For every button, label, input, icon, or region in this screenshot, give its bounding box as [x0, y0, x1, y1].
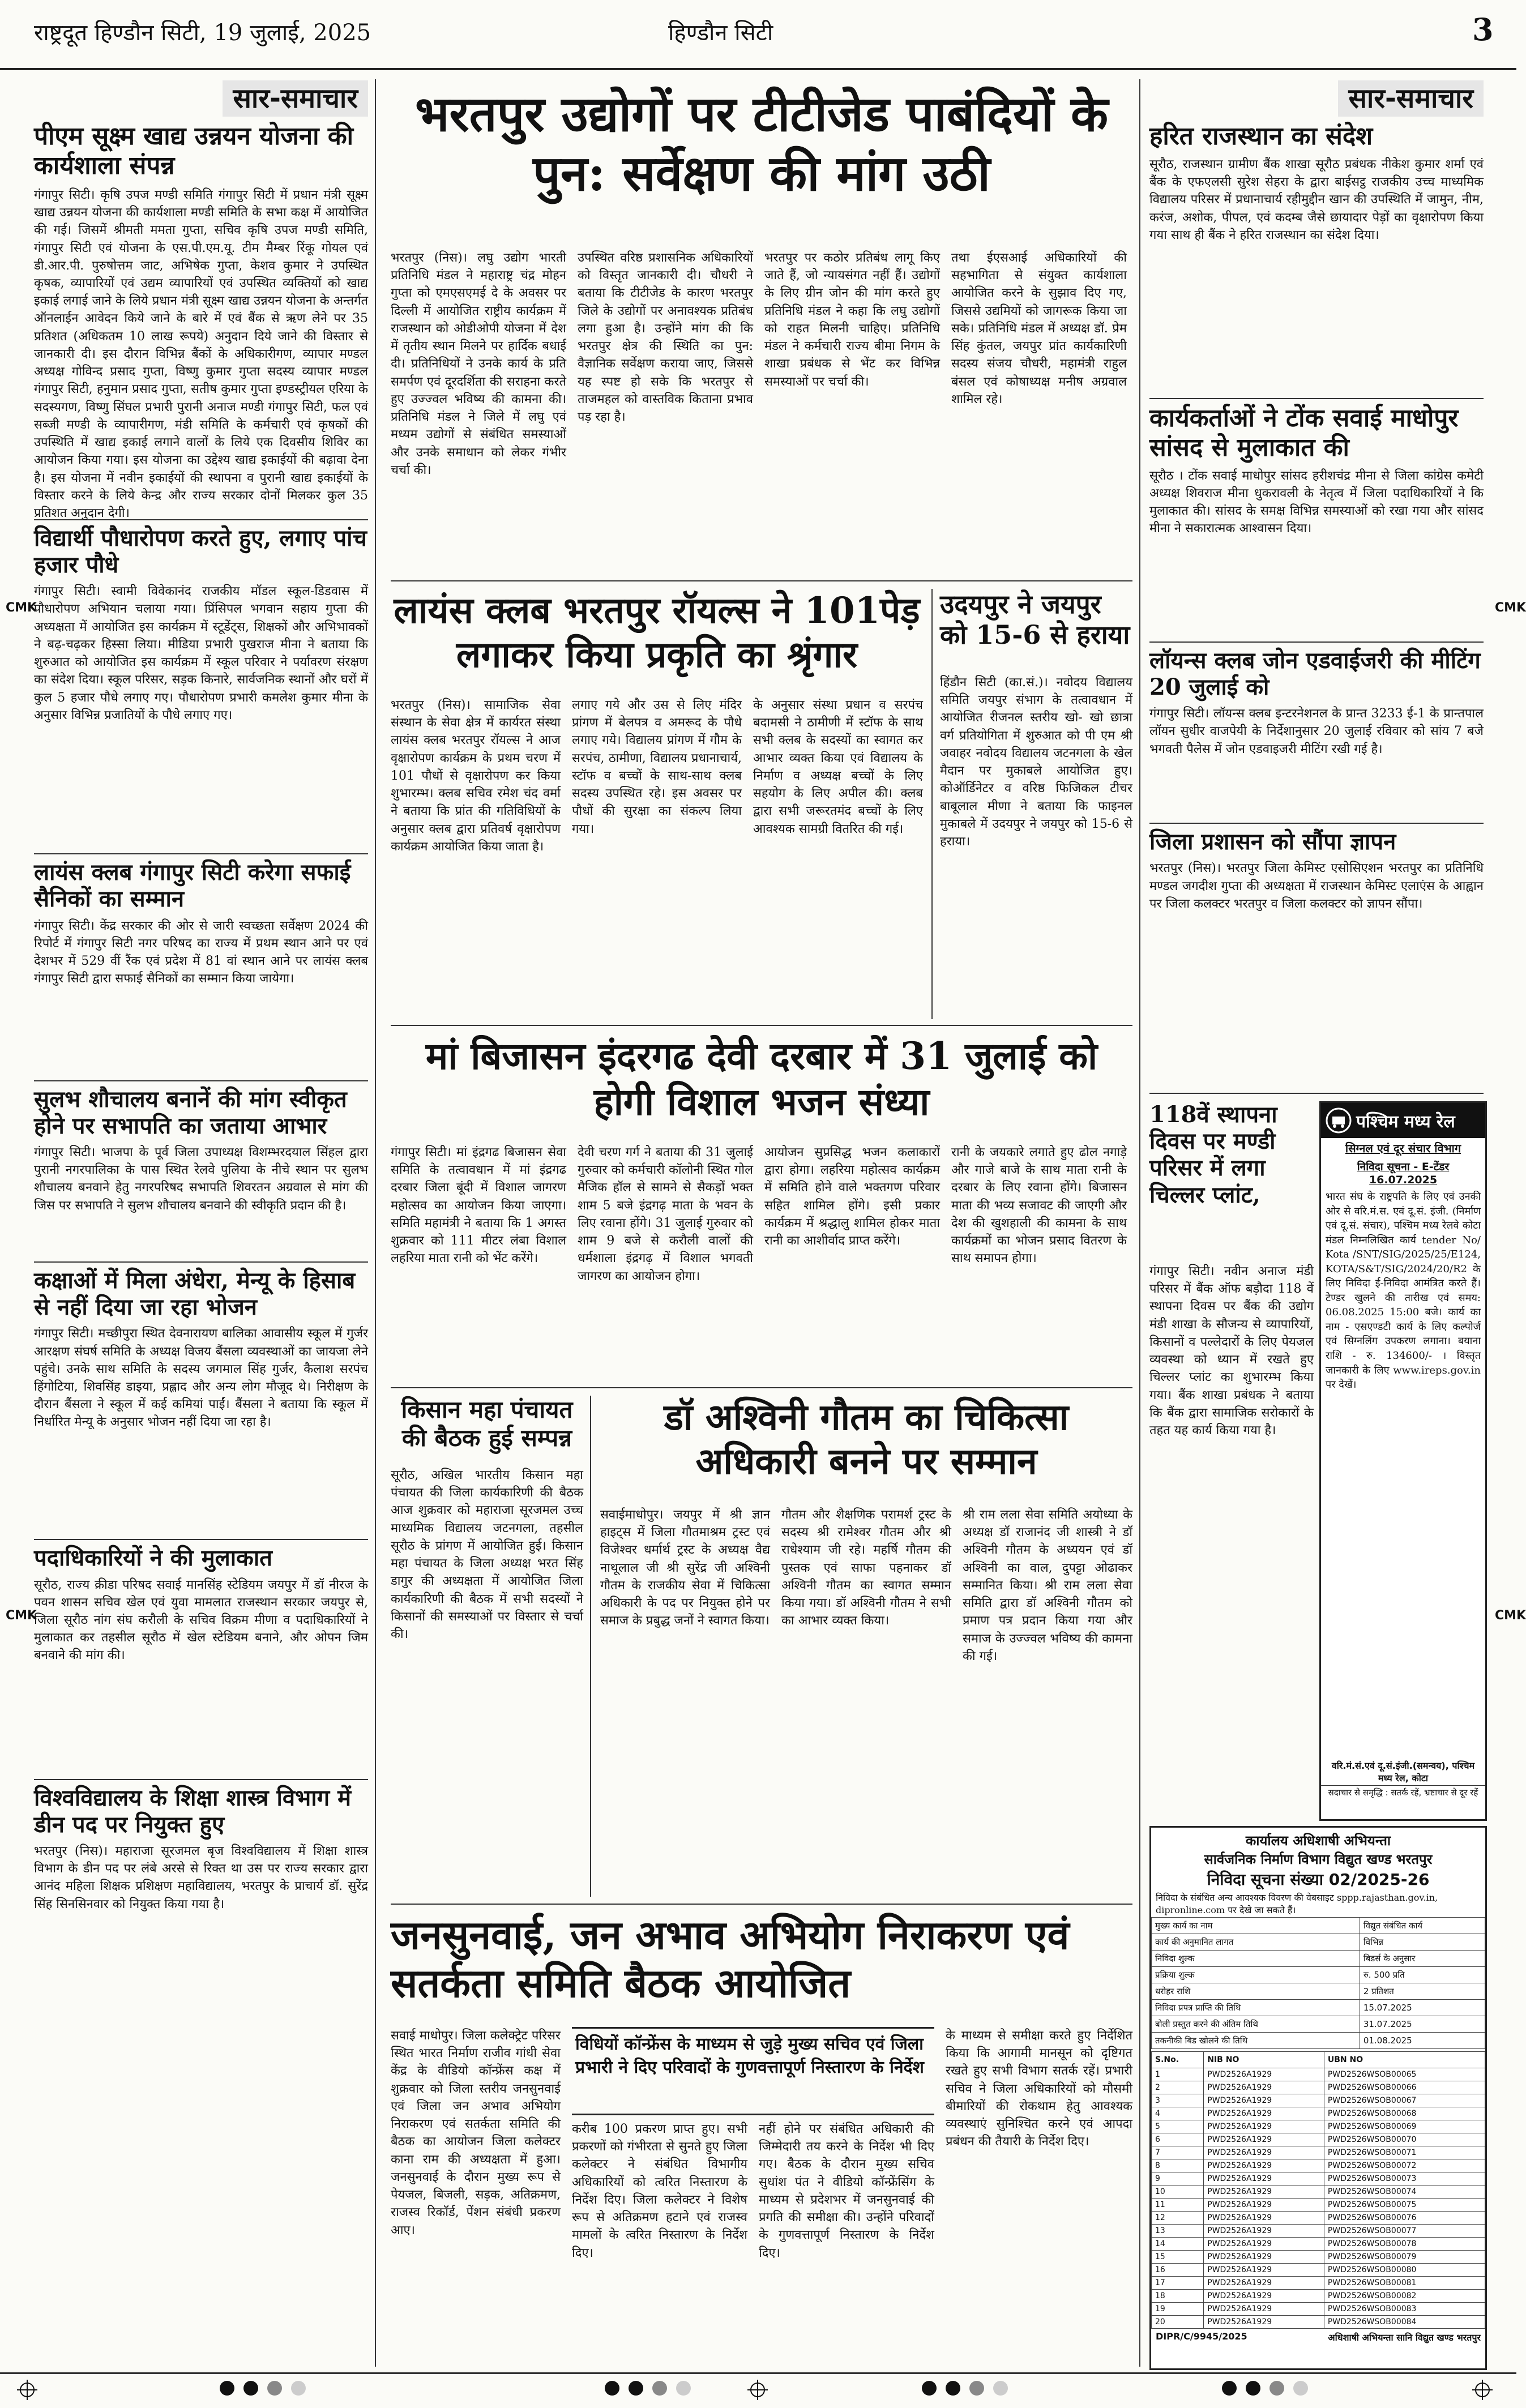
table-cell: PWD2526WSOB00071 [1324, 2146, 1485, 2159]
color-dot [243, 2381, 258, 2396]
table-row [1152, 2033, 1485, 2049]
table-cell: PWD2526A1929 [1204, 2133, 1324, 2146]
table-cell: 31.07.2025 [1360, 2016, 1485, 2033]
table-cell: 5 [1152, 2120, 1204, 2133]
ad-intro: निविदा के संबंधित अन्य आवश्यक विवरण की वेबसाइट sppp.rajasthan.gov.in, dipronline.com पर देखे जा सकते हैं। [1156, 1892, 1438, 1915]
color-dot [291, 2381, 306, 2396]
table-row [1152, 1951, 1485, 1967]
headline: मां बिजासन इंदरगढ देवी दरबार में 31 जुलाई को होगी विशाल भजन संध्या [425, 1034, 1098, 1124]
table-row [1152, 2212, 1485, 2225]
tender-details-table [1151, 1917, 1485, 2049]
table-cell: बिडर्स के अनुसार [1360, 1951, 1485, 1967]
article-body: तथा ईएसआई अधिकारियों की सहभागिता से संयुक्त कार्यशाला आयोजित करने के सुझाव दिए गए, जिससे उद्यमियों को जागरूक किया जा सके। प्रतिनिधि मंडल में अध्यक्ष डॉ. प्रेम सिंह कुंतल, जयपुर प्रांत कार्यकारिणी सदस्य संजय चौधरी, महामंत्री राहुल बंसल एवं कोषाध्यक्ष मनीष अग्रवाल शामिल रहे। [951, 251, 1127, 407]
article-body: सवाईमाधोपुर। जयपुर में श्री ज्ञान हाइट्स में जिला गौतमाश्रम ट्रस्ट एवं विजेश्वर धर्मार्थ ट्रस्ट के अध्यक्ष वैद्य नाथूलाल जी श्री सुरेंद्र जी अश्विनी गौतम के राजकीय सेवा में चिकित्सा अधिकारी के पद पर नियुक्त होने पर समाज के प्रबुद्ध जनों ने स्वागत किया। [600, 1508, 770, 1628]
table-cell: निविदा शुल्क [1152, 1951, 1360, 1967]
color-bar [600, 2381, 695, 2398]
color-dot [629, 2381, 643, 2396]
table-cell: 6 [1152, 2133, 1204, 2146]
headline: पीएम सूक्ष्म खाद्य उन्नयन योजना की कार्यशाला संपन्न [34, 122, 354, 180]
article-body: करीब 100 प्रकरण प्राप्त हुए। सभी प्रकरणों को गंभीरता से सुनते हुए जिला कलेक्टर ने संबंधित विभागीय अधिकारियों को त्वरित निस्तारण के निर्देश दिए। जिला कलेक्टर ने विशेष रूप से अतिक्रमण हटाने एवं राजस्व मामलों के त्वरित निस्तारण के निर्देश दिए। [572, 2122, 747, 2260]
table-row [1152, 2159, 1485, 2172]
ad-header [1321, 1103, 1485, 1138]
article-body: गौतम और शैक्षणिक परामर्श ट्रस्ट के सदस्य श्री रामेश्वर गौतम और श्री राधेश्याम जी रहे। महर्षि गौतम की पुस्तक एवं साफा पहनाकर डॉ अश्विनी गौतम का स्वागत सम्मान किया गया। डॉ अश्विनी गौतम ने सभी का आभार व्यक्त किया। [781, 1508, 951, 1628]
table-row [1152, 1967, 1485, 1983]
color-dot [605, 2381, 619, 2396]
table-cell: 20 [1152, 2316, 1204, 2329]
table-row [1152, 2251, 1485, 2264]
table-cell: PWD2526A1929 [1204, 2316, 1324, 2329]
table-cell: 14 [1152, 2238, 1204, 2251]
table-row [1152, 2107, 1485, 2120]
registration-mark [747, 2380, 768, 2402]
table-cell: 4 [1152, 2107, 1204, 2120]
table-cell: PWD2526A1929 [1204, 2068, 1324, 2081]
headline: उदयपुर ने जयपुर को 15-6 से हराया [940, 589, 1130, 651]
headline: लॉयन्स क्लब जोन एडवाईजरी की मीटिंग 20 जुलाई को [1149, 647, 1481, 700]
column-header: UBN NO [1324, 2052, 1485, 2068]
color-bar [917, 2381, 1012, 2398]
column-divider [1139, 79, 1140, 2367]
ad-slogan: सदाचार से समृद्धि : सतर्क रहें, भ्रष्टाचार से दूर रहें [1321, 1785, 1485, 1799]
section-tag: सार-समाचार [223, 80, 368, 117]
table-cell: 17 [1152, 2277, 1204, 2290]
table-row [1152, 2068, 1485, 2081]
headline: कार्यकर्ताओं ने टोंक सवाई माधोपुर सांसद से मुलाकात की [1149, 403, 1459, 462]
table-cell: PWD2526WSOB00065 [1324, 2068, 1485, 2081]
table-cell: PWD2526A1929 [1204, 2264, 1324, 2277]
headline: पदाधिकारियों ने की मुलाकात [34, 1545, 272, 1572]
article-body: गंगापुर सिटी। केंद्र सरकार की ओर से जारी स्वच्छता सर्वेक्षण 2024 की रिपोर्ट में गंगापुर सिटी नगर परिषद का राज्य में प्रथम स्थान आने पर एवं देशभर में 529 वीं रैंक एवं प्रदेश में 81 वां स्थान आने पर लायंस क्लब गंगापुर सिटी द्वारा सफाई सैनिकों का सम्मान किया जायेगा। [34, 918, 368, 986]
registration-mark [17, 2380, 37, 2402]
table-cell: 2 [1152, 2081, 1204, 2094]
ad-subtitle: निविदा सूचना - E-टेंडर 16.07.2025 [1357, 1161, 1450, 1186]
table-cell: 10 [1152, 2185, 1204, 2199]
railway-tender-ad [1319, 1101, 1487, 1821]
table-cell: PWD2526WSOB00080 [1324, 2264, 1485, 2277]
divider [391, 1025, 1132, 1026]
headline: 118वें स्थापना दिवस पर मण्डी परिसर में लगा चिल्लर प्लांट, [1149, 1101, 1277, 1208]
table-cell: रु. 500 प्रति [1360, 1967, 1485, 1983]
divider [391, 1387, 1132, 1388]
left-column [34, 79, 368, 2367]
article-body: गंगापुर सिटी। लॉयन्स क्लब इन्टरनेशनल के प्रान्त 3233 ई-1 के प्रान्तपाल लॉयन सुधीर वाजपेयी के निर्देशानुसार 20 जुलाई रविवार को सांय 7 बजे भगवती पैलेस में जोन एडवाइजरी मीटिंग रखी गई है। [1149, 707, 1484, 756]
article-body: गंगापुर सिटी। भाजपा के पूर्व जिला उपाध्यक्ष विशम्भरदयाल सिंहल द्वारा पुरानी नगरपालिका के पास स्थित रेलवे पुलिया के नीचे स्थान पर सुलभ शौचालय बनवाने हेतु नगरपरिषद सभापति शिवरतन अग्रवाल से मांग की जिस पर सभापति ने सुलभ शौचालय बनवाने की स्वीकृति प्रदान की है। [34, 1145, 368, 1213]
article-body: नहीं होने पर संबंधित अधिकारी की जिम्मेदारी तय करने के निर्देश भी दिए गए। बैठक के दौरान मुख्य सचिव सुधांश पंत ने वीडियो कॉन्फ्रेंसिंग के माध्यम से प्रदेशभर में जनसुनवाई की प्रगति की समीक्षा की। उन्होंने परिवादों के गुणवत्तापूर्ण निस्तारण के निर्देश दिए। [759, 2122, 934, 2260]
table-cell: PWD2526A1929 [1204, 2172, 1324, 2185]
headline: जनसुनवाई, जन अभाव अभियोग निराकरण एवं सतर्कता समिति बैठक आयोजित [391, 1911, 1070, 2007]
ad-title: पश्चिम मध्य रेल [1356, 1111, 1455, 1132]
table-cell: 16 [1152, 2264, 1204, 2277]
table-cell: बोली प्रस्तुत करने की अंतिम तिथि [1152, 2016, 1360, 2033]
crosshair-icon [1472, 2380, 1493, 2400]
ad-title: कार्यालय अधिशाषी अभियन्ता [1245, 1833, 1391, 1849]
table-cell: PWD2526WSOB00073 [1324, 2172, 1485, 2185]
article-body: भरतपुर (निस)। लघु उद्योग भारती प्रतिनिधि मंडल ने महाराष्ट्र चंद्र मोहन गुप्ता को एमएसएमई दे के अवसर पर दिल्ली में आयोजित राष्ट्रीय कार्यक्रम में राजस्थान को ओडीओपी योजना में देश में तृतीय स्थान मिलने पर हार्दिक बधाई दी। प्रतिनिधियों ने उनके कार्य के प्रति समर्पण एवं दूरदर्शिता की सराहना करते हुए उज्ज्वल भविष्य की कामना की। प्रतिनिधि मंडल ने जिले में लघु एवं मध्यम उद्योगों से संबंधित समस्याओं और उनके समाधान को लेकर गंभीर चर्चा की। [391, 251, 566, 477]
ad-signoff: वरि.मं.सं.एवं दू.सं.इंजी.(समन्वय), पश्चिम मध्य रेल, कोटा [1331, 1760, 1475, 1783]
color-dot [267, 2381, 282, 2396]
article-body: गंगापुर सिटी। मच्छीपुरा स्थित देवनारायण बालिका आवासीय स्कूल में गुर्जर आरक्षण संघर्ष समिति के अध्यक्ष विजय बैंसला व्यवस्थाओं का जायजा लेने पहुंचे। उनके साथ समिति के सदस्य जगमाल सिंह गुर्जर, कैलाश सरपंच हिंगोटिया, शिवसिंह डाइया, प्रह्लाद और अन्य लोग मौजूद थे। निरीक्षण के दौरान बैंसला ने स्कूल में कई कमियां पाईं। बैंसला ने बताया कि स्कूल में निर्धारित मेन्यू के अनुसार भोजन नहीं दिया जा रहा है। [34, 1327, 368, 1430]
table-cell: कार्य की अनुमानित लागत [1152, 1934, 1360, 1951]
table-cell: PWD2526A1929 [1204, 2146, 1324, 2159]
table-cell: 9 [1152, 2172, 1204, 2185]
headline: सुलभ शौचालय बनानें की मांग स्वीकृत होने पर सभापति का जताया आभार [34, 1085, 347, 1139]
column-divider [931, 589, 933, 1019]
cmk-mark-left: CMK [6, 601, 37, 615]
dipr-number: DIPR/C/9945/2025 [1156, 2331, 1247, 2342]
table-cell: PWD2526WSOB00076 [1324, 2212, 1485, 2225]
table-cell: निविदा प्रपत्र प्राप्ति की तिथि [1152, 2000, 1360, 2016]
table-row [1152, 2316, 1485, 2329]
divider [34, 1080, 368, 1081]
color-dot [676, 2381, 691, 2396]
table-row [1152, 2172, 1485, 2185]
color-dot [652, 2381, 667, 2396]
article-body: भरतपुर (निस)। सामाजिक सेवा संस्थान के सेवा क्षेत्र में कार्यरत संस्था लायंस क्लब भरतपुर रॉयल्स ने आज वृक्षारोपण कार्यक्रम के प्रथम चरण में 101 पौधों से वृक्षारोपण कर किया शुभारम्भ। क्लब सचिव रमेश चंद वर्मा ने बताया कि प्रांत की गतिविधियों के अनुसार क्लब द्वारा प्रतिवर्ष वृक्षारोपण कार्यक्रम आयोजित किया जाता है। [391, 698, 561, 854]
table-cell: PWD2526WSOB00084 [1324, 2316, 1485, 2329]
table-cell: तकनीकी बिड खोलने की तिथि [1152, 2033, 1360, 2049]
page-number: 3 [1472, 11, 1494, 48]
table-cell: विभिन्न [1360, 1934, 1485, 1951]
headline: किसान महा पंचायत की बैठक हुई सम्पन्न [401, 1396, 573, 1452]
divider [1149, 1093, 1484, 1094]
edition-title: हिण्डौन सिटी [668, 20, 773, 46]
article-body: के अनुसार संस्था प्रधान व सरपंच बदामसी ने ठामीणी में स्टॉफ के साथ सभी क्लब के सदस्यों का स्वागत कर आभार व्यक्त किया एवं विद्यालय के निर्माण व अध्यक्ष बच्चों के लिए सहयोग के लिए अपील की। क्लब द्वारा सभी जरूरतमंद बच्चों के लिए आवश्यक सामग्री वितरित की गई। [753, 698, 923, 836]
table-cell: PWD2526WSOB00079 [1324, 2251, 1485, 2264]
table-cell: 15 [1152, 2251, 1204, 2264]
table-row [1152, 2000, 1485, 2016]
article-body: उपस्थित वरिष्ठ प्रशासनिक अधिकारियों को विस्तृत जानकारी दी। चौधरी ने बताया कि टीटीजेड के कारण भरतपुर जिले के उद्योगों पर अनावश्यक प्रतिबंध लगा हुआ है। उन्होंने मांग की कि भरतपुर क्षेत्र की स्थिति का पुन: वैज्ञानिक सर्वेक्षण कराया जाए, जिससे यह स्पष्ट हो सके कि भरतपुर से ताजमहल को वास्तविक किताना प्रभाव पड़ रहा है। [578, 251, 753, 425]
table-cell: PWD2526A1929 [1204, 2159, 1324, 2172]
table-cell: PWD2526WSOB00081 [1324, 2277, 1485, 2290]
divider [391, 1904, 1132, 1905]
table-cell: धरोहर राशि [1152, 1983, 1360, 2000]
table-cell: PWD2526A1929 [1204, 2199, 1324, 2212]
divider [34, 1539, 368, 1540]
table-cell: 2 प्रतिशत [1360, 1983, 1485, 2000]
article-body: भरतपुर पर कठोर प्रतिबंध लागू किए जाते हैं, जो न्यायसंगत नहीं हैं। उद्योगों के लिए ग्रीन जोन की मांग करते हुए प्रतिनिधि मंडल ने कहा कि लघु उद्योगों को राहत मिलनी चाहिए। प्रतिनिधि मंडल ने कर्मचारी राज्य बीमा निगम के शाखा प्रबंधक से भेंट कर विभिन्न समस्याओं पर चर्चा की। [764, 251, 940, 389]
table-cell: 19 [1152, 2303, 1204, 2316]
color-bar [1217, 2381, 1313, 2398]
pwd-tender-ad [1149, 1826, 1487, 2370]
color-dot [969, 2381, 984, 2396]
table-cell: 8 [1152, 2159, 1204, 2172]
table-cell: PWD2526A1929 [1204, 2290, 1324, 2303]
table-cell: PWD2526WSOB00077 [1324, 2225, 1485, 2238]
table-cell: PWD2526A1929 [1204, 2277, 1324, 2290]
article-body: गंगापुर सिटी। स्वामी विवेकानंद राजकीय मॉडल स्कूल-डिडवास में पौधारोपण अभियान चलाया गया। प्रिंसिपल भगवान सहाय गुप्ता की अध्यक्षता में आयोजित इस कार्यक्रम में स्टूडेंट्स, शिक्षकों और अभिभावकों ने बढ़-चढ़कर हिस्सा लिया। मीडिया प्रभारी पुखराज मीना ने बताया कि शुरुआत को आयोजित इस कार्यक्रम में स्कूल परिवार ने पर्यावरण संरक्षण का संदेश दिया। स्कूल परिसर, सड़क किनारे, सार्वजनिक स्थानों और घरों में कुल 5 हजार पौधे लगाए गए। पौधारोपण प्रभारी कमलेश कुमार मीना के अनुसार विभिन्न प्रजातियों के पौधे लगाए गए। [34, 584, 368, 722]
article-body: भरतपुर (निस)। भरतपुर जिला केमिस्ट एसोसिएशन भरतपुर का प्रतिनिधि मण्डल जगदीश गुप्ता की अध्यक्षता में राजस्थान केमिस्ट एलाएंस के आह्वान पर जिला कलक्टर भरतपुर व जिला कलक्टर को ज्ञापन सौंपा। [1149, 861, 1484, 911]
color-dot [1269, 2381, 1284, 2396]
table-row [1152, 2225, 1485, 2238]
table-row [1152, 2120, 1485, 2133]
color-dot [946, 2381, 960, 2396]
cmk-mark-right-2: CMK [1495, 1609, 1526, 1623]
cmk-mark-left-2: CMK [6, 1609, 37, 1623]
table-cell: PWD2526A1929 [1204, 2120, 1324, 2133]
table-cell: PWD2526A1929 [1204, 2303, 1324, 2316]
lead-headline: भरतपुर उद्योगों पर टीटीजेड पाबंदियों के पुन: सर्वेक्षण की मांग उठी [414, 85, 1109, 202]
table-cell: 13 [1152, 2225, 1204, 2238]
headline: जिला प्रशासन को सौंपा ज्ञापन [1149, 828, 1396, 856]
article-body: लगाए गये और उस से लिए मंदिर प्रांगण में बेलपत्र व अमरूद के पौधे लगाए गये। विद्यालय प्रांगण में गौम के सरपंच, ठामीणा, विद्यालय प्रधानाचार्य, स्टॉफ व बच्चों के साथ-साथ क्लब सदस्य उपस्थित रहे। इस अवसर पर पौधों की सुरक्षा का संकल्प लिया गया। [572, 698, 742, 836]
column-divider [590, 1396, 591, 1897]
table-cell: PWD2526A1929 [1204, 2185, 1324, 2199]
registration-mark [1472, 2380, 1493, 2402]
article-body: सूरौठ, राज्य क्रीडा परिषद सवाई मानसिंह स्टेडियम जयपुर में डॉ नीरज के पवन शासन सचिव खेल एवं युवा मामलात राजस्थान सरकार जयपुर से, जिला सूरौठ नांग संघ करौली के सचिव विक्रम मीणा व पदाधिकारियों ने मुलाकात कर तहसील सूरौठ में खेल स्टेडियम बनाने, और ओपन जिम बनवाने की मांग की। [34, 1577, 368, 1663]
table-cell: PWD2526A1929 [1204, 2107, 1324, 2120]
headline: लायंस क्लब गंगापुर सिटी करेगा सफाई सैनिकों का सम्मान [34, 859, 351, 913]
table-cell: PWD2526WSOB00070 [1324, 2133, 1485, 2146]
table-row [1152, 2185, 1485, 2199]
article-body: गंगापुर सिटी। नवीन अनाज मंडी परिसर में बैंक ऑफ बड़ौदा 118 वें स्थापना दिवस पर बैंक की उद्योग मंडी शाखा के सौजन्य से व्यापारियों, किसानों व पल्लेदारों के लिए पेयजल व्यवस्था को ध्यान में रखते हुए चिल्लर प्लांट का शुभारम्भ किया गया। बैंक शाखा प्रबंधक ने बताया कि बैंक द्वारा सामाजिक सरोकारों के तहत यह कार्य किया गया है। [1149, 1264, 1314, 1438]
divider [34, 1261, 368, 1263]
ad-title: सार्वजनिक निर्माण विभाग विद्युत खण्ड भरतपुर [1204, 1851, 1433, 1867]
railway-logo-icon [1326, 1107, 1352, 1134]
table-row [1152, 2264, 1485, 2277]
table-row [1152, 1983, 1485, 2000]
table-cell: 15.07.2025 [1360, 2000, 1485, 2016]
right-column [1149, 79, 1484, 1093]
color-dot [1246, 2381, 1260, 2396]
table-cell: 11 [1152, 2199, 1204, 2212]
table-cell: PWD2526A1929 [1204, 2251, 1324, 2264]
table-cell: PWD2526WSOB00083 [1324, 2303, 1485, 2316]
subheadline-box [572, 2027, 934, 2115]
article-body: सूरौठ, अखिल भारतीय किसान महा पंचायत की जिला कार्यकारिणी की बैठक आज शुक्रवार को महाराजा सूरजमल उच्च माध्यमिक विद्यालय जटनगला, तहसील सूरौठ के प्रांगण में आयोजित हुई। किसान महा पंचायत के जिला अध्यक्ष भरत सिंह डागुर की अध्यक्षता में आयोजित जिला कार्यकारिणी की बैठक में सभी सदस्यों ने किसानों की समस्याओं पर विस्तार से चर्चा की। [391, 1468, 583, 1642]
table-cell: PWD2526A1929 [1204, 2081, 1324, 2094]
table-row [1152, 2290, 1485, 2303]
edition-dateline: राष्ट्रदूत हिण्डौन सिटी, 19 जुलाई, 2025 [34, 20, 371, 46]
ad-title: निविदा सूचना संख्या 02/2025-26 [1207, 1870, 1430, 1889]
ad-body: भारत संघ के राष्ट्रपति के लिए एवं उनकी ओर से वरि.मं.स. एवं दू.सं. इंजी. (निर्माण एवं दू.सं. संचार), पश्चिम मध्य रेलवे कोटा मंडल निम्नलिखित कार्य tender No/ Kota /SNT/SIG/2025/25/E124, KOTA/S&T/SIG/2024/20/R2 के लिए निविदा ई-निविदा आमंत्रित करते हैं। टेण्डर खुलने की तारीख एवं समय: 06.08.2025 15:00 बजे। कार्य का नाम - एसएण्डटी कार्य के लिए कल्पोर्ज एवं सिग्नलिंग उपकरण लगाना। बयाना राशि - रु. 134600/- । विस्तृत जानकारी के लिए www.ireps.gov.in पर देखें। [1326, 1191, 1481, 1391]
table-cell: PWD2526WSOB00074 [1324, 2185, 1485, 2199]
table-cell: PWD2526WSOB00066 [1324, 2081, 1485, 2094]
divider [1149, 641, 1484, 643]
crosshair-icon [747, 2380, 768, 2400]
table-cell: PWD2526WSOB00082 [1324, 2290, 1485, 2303]
headline: डॉ अश्विनी गौतम का चिकित्सा अधिकारी बनने पर सम्मान [664, 1396, 1069, 1483]
article-body: रानी के जयकारे लगाते हुए ढोल नगाड़े और गाजे बाजे के साथ माता रानी के दरबार के लिए रवाना होंगे। बिजासन माता की भव्य सजावट की जाएगी और देश की खुशहाली की कामना के साथ कार्यक्रमों का भोजन प्रसाद वितरण के साथ समापन होगा। [951, 1145, 1127, 1266]
table-cell: PWD2526A1929 [1204, 2225, 1324, 2238]
table-cell: 3 [1152, 2094, 1204, 2107]
article-body: देवी चरण गर्ग ने बताया की 31 जुलाई गुरुवार को कर्मचारी कॉलोनी स्थित गोल मैजिक हॉल से सामने से सैकड़ों भक्त शाम 5 बजे इंद्रगढ़ माता के भवन के लिए रवाना होंगे। 31 जुलाई गुरुवार को शाम 9 बजे से करौली वालों की धर्मशाला इंद्रगढ़ में विशाल भगवती जागरण का आयोजन होगा। [578, 1145, 753, 1284]
table-cell: PWD2526WSOB00075 [1324, 2199, 1485, 2212]
table-cell: प्रक्रिया शुल्क [1152, 1967, 1360, 1983]
divider [1149, 823, 1484, 824]
page-header [0, 0, 1516, 70]
table-cell: PWD2526A1929 [1204, 2238, 1324, 2251]
table-cell: PWD2526WSOB00078 [1324, 2238, 1485, 2251]
page-footer [0, 2372, 1516, 2408]
table-row [1152, 2303, 1485, 2316]
table-row [1152, 2277, 1485, 2290]
article-body: सूरौठ । टोंक सवाई माधोपुर सांसद हरीशचंद्र मीना से जिला कांग्रेस कमेटी अध्यक्ष शिवराज मीना धुकरावली के नेतृत्व में जिला पदाधिकारियों ने कि मुलाकात की। सांसद के समक्ष विभिन्न समस्याओं को रखा गया और सांसद मीना ने सकारात्मक आश्वासन दिया। [1149, 468, 1484, 536]
article-body: गंगापुर सिटी। मां इंद्रगढ बिजासन सेवा समिति के तत्वावधान में मां इंद्रगढ दरबार जिला बूंदी में विशाल जागरण महोत्सव का आयोजन किया जाएगा। समिति महामंत्री ने बताया कि 1 अगस्त शुक्रवार को 111 मीटर लंबा विशाल लहरिया माता रानी को भेंट करेंगे। [391, 1145, 566, 1266]
headline: कक्षाओं में मिला अंधेरा, मेन्यू के हिसाब से नहीं दिया जा रहा भोजन [34, 1267, 356, 1321]
column-header: NIB NO [1204, 2052, 1324, 2068]
table-cell: 18 [1152, 2290, 1204, 2303]
table-row [1152, 1918, 1485, 1934]
table-cell: मुख्य कार्य का नाम [1152, 1918, 1360, 1934]
table-cell: PWD2526A1929 [1204, 2094, 1324, 2107]
table-cell: PWD2526WSOB00069 [1324, 2120, 1485, 2133]
table-row [1152, 2199, 1485, 2212]
table-cell: PWD2526A1929 [1204, 2212, 1324, 2225]
crosshair-icon [17, 2380, 37, 2400]
headline: विश्वविद्यालय के शिक्षा शास्त्र विभाग में डीन पद पर नियुक्त हुए [34, 1784, 351, 1838]
color-dot [1293, 2381, 1308, 2396]
article-body: आयोजन सुप्रसिद्ध भजन कलाकारों द्वारा होगा। लहरिया महोत्सव कार्यक्रम में समिति होने वाले भक्तगण परिवार सहित शामिल होंगे। इसी प्रकार कार्यक्रम में श्रद्धालु शामिल होकर माता रानी का आशीर्वाद प्राप्त करेंगे। [764, 1145, 940, 1248]
table-cell: 7 [1152, 2146, 1204, 2159]
column-header: S.No. [1152, 2052, 1204, 2068]
table-row [1152, 2133, 1485, 2146]
table-cell: PWD2526WSOB00068 [1324, 2107, 1485, 2120]
table-cell: विद्युत संबंधित कार्य [1360, 1918, 1485, 1934]
headline: लायंस क्लब भरतपुर रॉयल्स ने 101पेड़ लगाकर किया प्रकृति का श्रृंगार [394, 589, 920, 677]
table-row [1152, 2238, 1485, 2251]
color-dot [1222, 2381, 1237, 2396]
color-dot [922, 2381, 937, 2396]
ad-subtitle: सिग्नल एवं दूर संचार विभाग [1345, 1141, 1461, 1155]
section-tag: सार-समाचार [1338, 80, 1484, 117]
article-body: गंगापुर सिटी। कृषि उपज मण्डी समिति गंगापुर सिटी में प्रधान मंत्री सूक्ष्म खाद्य उन्नयन योजना की कार्यशाला मण्डी समिति के सभा कक्ष में आयोजित की गई। जिसमें श्रीमती ममता गुप्ता, सचिव कृषि उपज मण्डी समिति, गंगापुर सिटी एवं योजना के एस.पी.एम.यू. टीम मैम्बर रिंकू गोयल एवं डी.आर.पी. पुरुषोत्तम जाट, अभिषेक गुप्ता, केशव कुमार ने उपस्थित कृषक, व्यापारियों एवं उद्यम व्यापारियों एवं उपस्थित व्यक्तियों को खाद्य इकाई लगाई जाने के लिये प्रधान मंत्री सूक्ष्म खाद्य उन्नयन योजना के अन्तर्गत ऑनलाईन आवेदन किये जाने के बारे में एवं बैंक से ऋण लेने पर 35 प्रतिशत (अधिकतम 10 लाख रूपये) अनुदान दिये जाने की विस्तार से जानकारी दी। इस दौरान विभिन्न बैंकों के अधिकारीगण, व्यापार मण्डल अध्यक्ष गोविन्द प्रसाद गुप्ता, विष्णु कुमार गुप्ता सदस्य व्यापार मण्डल गंगापुर सिटी, हनुमान प्रसाद गुप्ता, सतीष कुमार गुप्ता इण्डस्ट्रीयल एरिया के सदस्यगण, विष्णु सिंघल प्रभारी पुरानी अनाज मण्डी गंगापुर सिटी, फल एवं सब्जी मण्डी के व्यापारीगण, मंडी समिति के कर्मचारी एवं कृषकों की उपस्थिति में खाद्य इकाई लगाने वालों के लिये एक दिवसीय शिविर का आयोजन किया गया। इस योजना का उद्देश्य खाद्य इकाईयों की बढ़ावा देना है। इस योजना में नवीन इकाईयों की स्थापना व पुरानी खाद्य इकाईयों के विस्तार करने के लिये केन्द्र और राज्य सरकार दोनों मिलकर कुल 35 प्रतिशत अनुदान देगी। [34, 187, 368, 521]
table-cell: 12 [1152, 2212, 1204, 2225]
article-body: सवाई माधोपुर। जिला कलेक्ट्रेट परिसर स्थित भारत निर्माण राजीव गांधी सेवा केंद्र के वीडियो कॉन्फ्रेंस कक्ष में शुक्रवार को जिला स्तरीय जनसुनवाई एवं जिला जन अभाव अभियोग निराकरण एवं सतर्कता समिति की बैठक का आयोजन जिला कलेक्टर काना राम की अध्यक्षता में हुआ। जनसुनवाई के दौरान मुख्य रूप से पेयजल, बिजली, सड़क, अतिक्रमण, राजस्व रिकॉर्ड, पेंशन संबंधी प्रकरण आए। [391, 2029, 561, 2238]
subheadline: विधियों कॉन्फ्रेंस के माध्यम से जुड़े मुख्य सचिव एवं जिला प्रभारी ने दिए परिवादों के गुणवत्तापूर्ण निस्तारण के निर्देश [575, 2034, 924, 2077]
table-row [1152, 2081, 1485, 2094]
color-dot [220, 2381, 234, 2396]
divider [34, 1779, 368, 1780]
table-cell: PWD2526WSOB00067 [1324, 2094, 1485, 2107]
column-divider [375, 79, 376, 2367]
article-body: श्री राम लला सेवा समिति अयोध्या के अध्यक्ष डॉ राजानंद जी शास्त्री ने डॉ अश्विनी गौतम के अध्ययन एवं डॉ अश्विनी का वाल, दुपट्टा ओढाकर सम्मानित किया। श्री राम लला सेवा समिति द्वारा डॉ अश्विनी गौतम को प्रमाण पत्र प्रदान किया गया और समाज के उज्ज्वल भविष्य की कामना की गई। [963, 1508, 1132, 1663]
table-cell: 1 [1152, 2068, 1204, 2081]
article-body: हिंडौन सिटी (का.सं.)। नवोदय विद्यालय समिति जयपुर संभाग के तत्वावधान में आयोजित रीजनल स्तरीय खो- खो छात्रा वर्ग प्रतियोगिता में शुरुआत को पी एम श्री जवाहर नवोदय विद्यालय जटनगला के खेल मैदान पर मुकाबले आयोजित हुए। कोऑर्डिनेटर व वरिष्ठ फिजिकल टीचर बाबूलाल मीणा ने बताया कि फाइनल मुकाबले में उदयपुर ने जयपुर को 15-6 से हराया। [940, 675, 1132, 849]
table-cell: PWD2526WSOB00072 [1324, 2159, 1485, 2172]
color-dot [993, 2381, 1008, 2396]
nib-table [1151, 2051, 1485, 2329]
table-cell: 01.08.2025 [1360, 2033, 1485, 2049]
divider [391, 580, 1132, 581]
table-row [1152, 2146, 1485, 2159]
table-row [1152, 1934, 1485, 1951]
article-body: सूरौठ, राजस्थान ग्रामीण बैंक शाखा सूरौठ प्रबंधक नीकेश कुमार शर्मा एवं बैंक के एफएलसी सुरेश सेहरा के द्वारा बाईसट्ठ राजकीय उच्च माध्यमिक विद्यालय परिसर में प्रधानाचार्य रहीमुद्दीन खान की उपस्थिति में जामुन, नीम, करंज, अशोक, पीपल, एवं कदम्ब जैसे छायादार पेड़ों का वृक्षारोपण किया गया साथ ही बैंक ने हरित राजस्थान का संदेश दिया। [1149, 157, 1484, 242]
table-row [1152, 2016, 1485, 2033]
divider [1149, 398, 1484, 399]
headline: हरित राजस्थान का संदेश [1149, 122, 1373, 151]
divider [34, 853, 368, 854]
ad-signoff: अधिशाषी अभियन्ता सानि विद्युत खण्ड भरतपुर [1328, 2332, 1481, 2343]
cmk-mark-right: CMK [1495, 601, 1526, 615]
article-body: भरतपुर (निस)। महाराजा सूरजमल बृज विश्वविद्यालय में शिक्षा शास्त्र विभाग के डीन पद पर लंबे अरसे से रिक्त था उस पर राज्य सरकार द्वारा आनंद महिला शिक्षक प्रशिक्षण महाविद्यालय, भरतपुर के प्राचार्य डॉ. सुरेंद्र सिंह सिनसिनवार को नियुक्त किया गया है। [34, 1844, 368, 1911]
article-body: के माध्यम से समीक्षा करते हुए निर्देशित किया कि आगामी मानसून को दृष्टिगत रखते हुए सभी विभाग सतर्क रहें। प्रभारी सचिव ने जिला अधिकारियों को मौसमी बीमारियों की रोकथाम हेतु आवश्यक व्यवस्थाएं सुनिश्चित करने एवं आपदा प्रबंधन की तैयारी के निर्देश दिए। [946, 2029, 1132, 2149]
headline: विद्यार्थी पौधारोपण करते हुए, लगाए पांच हजार पौधे [34, 524, 367, 578]
color-bar [215, 2381, 310, 2398]
table-row [1152, 2094, 1485, 2107]
